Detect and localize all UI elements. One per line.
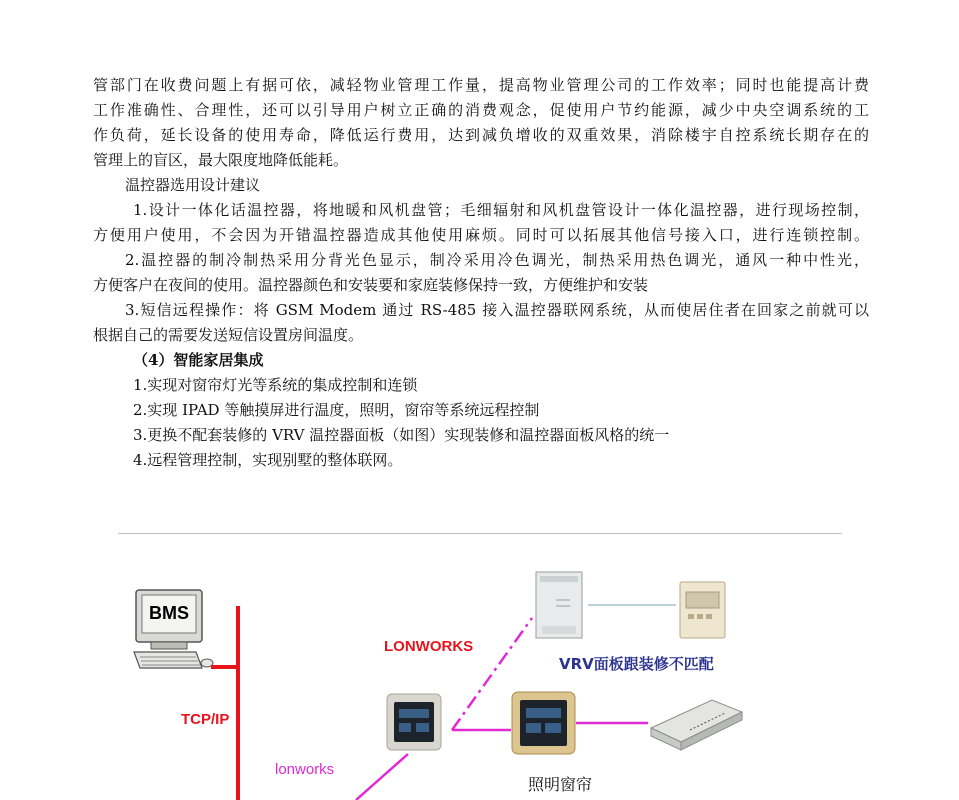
paragraph-line: 3.短信远程操作：将 GSM Modem 通过 RS-485 接入温控器联网系统，从而使居住者在回家之前就可以 [125,301,869,319]
section-heading: （4）智能家居集成 [133,351,264,369]
paragraph-line: 管部门在收费问题上有据可依，减轻物业管理工作量，提高物业管理公司的工作效率；同时也能提高计费 [93,76,869,94]
paragraph-line: 2.温控器的制冷制热采用分背光色显示，制冷采用冷色调光，制热采用热色调光，通风一种中性光， [125,251,869,269]
lonworks-bus-line [356,754,408,800]
lighting-module-icon [651,700,742,750]
paragraph-line: 根据自己的需要发送短信设置房间温度。 [93,326,364,344]
document-body [93,73,869,473]
thermostat-panel-silver-icon [387,694,441,750]
vrv-wall-panel-icon [680,582,725,638]
vrv-controller-icon [536,572,582,638]
vrv-caption: VRV面板跟装修不匹配 [559,655,714,673]
paragraph-line: 作负荷，延长设备的使用寿命，降低运行费用，达到减负增收的双重效果，消除楼宇自控系统长期存在的 [93,126,869,144]
subsection-title: 温控器选用设计建议 [125,176,261,194]
paragraph-line: 1.设计一体化话温控器，将地暖和风机盘管；毛细辐射和风机盘管设计一体化温控器，进行现场控制， [133,201,869,219]
tcpip-label: TCP/IP [181,711,230,728]
list-item: 2.实现 IPAD 等触摸屏进行温度，照明，窗帘等系统远程控制 [133,401,540,419]
bms-computer-icon [134,590,213,668]
lonworks-label: LONWORKS [384,638,474,655]
thermostat-panel-gold-icon [512,692,575,754]
network-diagram [0,560,959,800]
list-item: 3.更换不配套装修的 VRV 温控器面板（如图）实现装修和温控器面板风格的统一 [133,426,670,444]
page-divider [118,533,842,534]
paragraph-line: 工作准确性、合理性，还可以引导用户树立正确的消费观念，促使用户节约能源，减少中央空调系统的工 [93,101,869,119]
bms-label: BMS [149,603,189,623]
paragraph-line: 方便客户在夜间的使用。温控器颜色和安装要和家庭装修保持一致，方便维护和安装 [93,276,649,294]
lonworks-lower-label: lonworks [275,761,335,778]
list-item: 4.远程管理控制，实现别墅的整体联网。 [133,451,403,469]
lighting-caption: 照明窗帘 [528,775,593,794]
paragraph-line: 方便用户使用，不会因为开错温控器造成其他使用麻烦。同时可以拓展其他信号接入口，进行连锁控制。 [93,226,869,244]
list-item: 1.实现对窗帘灯光等系统的集成控制和连锁 [133,376,418,394]
paragraph-line: 管理上的盲区，最大限度地降低能耗。 [93,151,349,169]
